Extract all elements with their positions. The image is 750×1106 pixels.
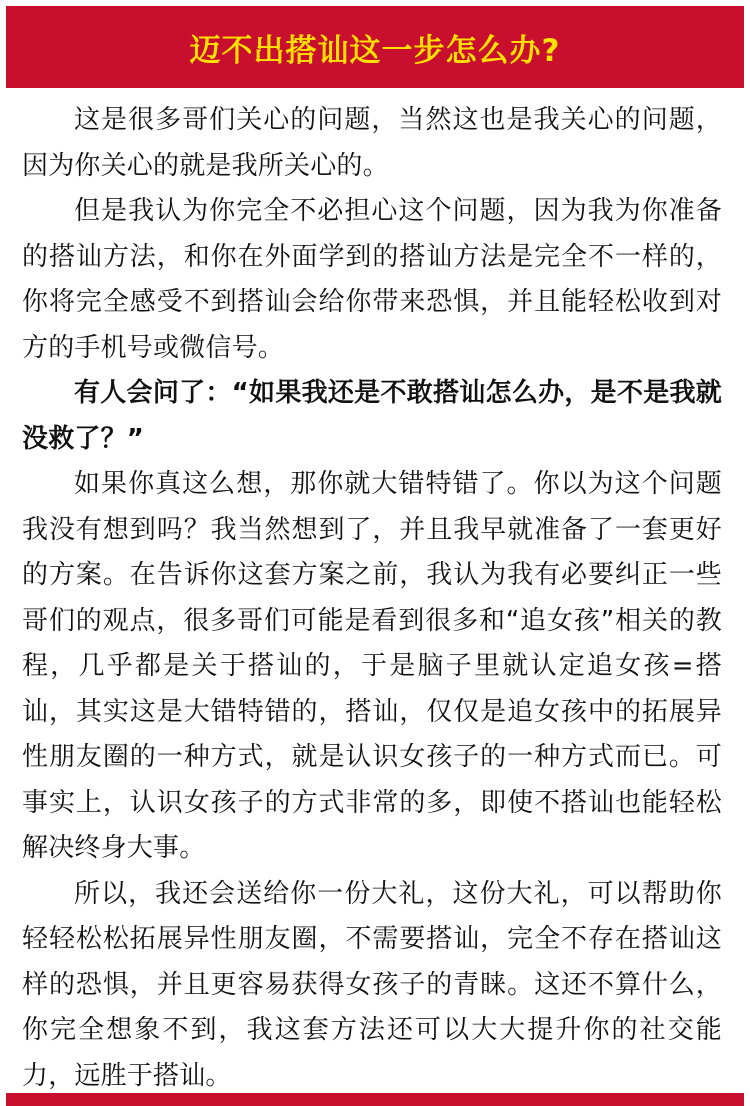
paragraph-1: 这是很多哥们关心的问题，当然这也是我关心的问题，因为你关心的就是我所关心的。: [22, 105, 722, 181]
paragraph-5: 所以，我还会送给你一份大礼，这份大礼，可以帮助你轻轻松松拓展异性朋友圈，不需要搭讪，完全不存在搭讪这样的恐惧，并且更容易获得女孩子的青睐。这还不算什么，你完全想象不到，我这套方法还可以大大提升你的社交能力，远胜于搭讪。: [22, 878, 722, 1091]
page-title: 迈不出搭讪这一步怎么办?: [189, 32, 561, 69]
paragraph-3-bold-quote: 有人会问了：“如果我还是不敢搭讪怎么办，是不是我就没救了？”: [22, 378, 722, 454]
article-body: [22, 98, 722, 1099]
footer-banner: [6, 1093, 744, 1106]
paragraph-4: 如果你真这么想，那你就大错特错了。你以为这个问题我没有想到吗？我当然想到了，并且我早就准备了一套更好的方案。在告诉你这套方案之前，我认为我有必要纠正一些哥们的观点，很多哥们可能是看到很多和“追女孩”相关的教程，几乎都是关于搭讪的，于是脑子里就认定追女孩=搭讪，其实这是大错特错的，搭讪，仅仅是追女孩中的拓展异性朋友圈的一种方式，就是认识女孩子的一种方式而已。可事实上，认识女孩子的方式非常的多，即使不搭讪也能轻松解决终身大事。: [22, 469, 722, 863]
paragraph-2: 但是我认为你完全不必担心这个问题，因为我为你准备的搭讪方法，和你在外面学到的搭讪方法是完全不一样的，你将完全感受不到搭讪会给你带来恐惧，并且能轻松收到对方的手机号或微信号。: [22, 196, 722, 363]
title-banner: [6, 6, 744, 88]
